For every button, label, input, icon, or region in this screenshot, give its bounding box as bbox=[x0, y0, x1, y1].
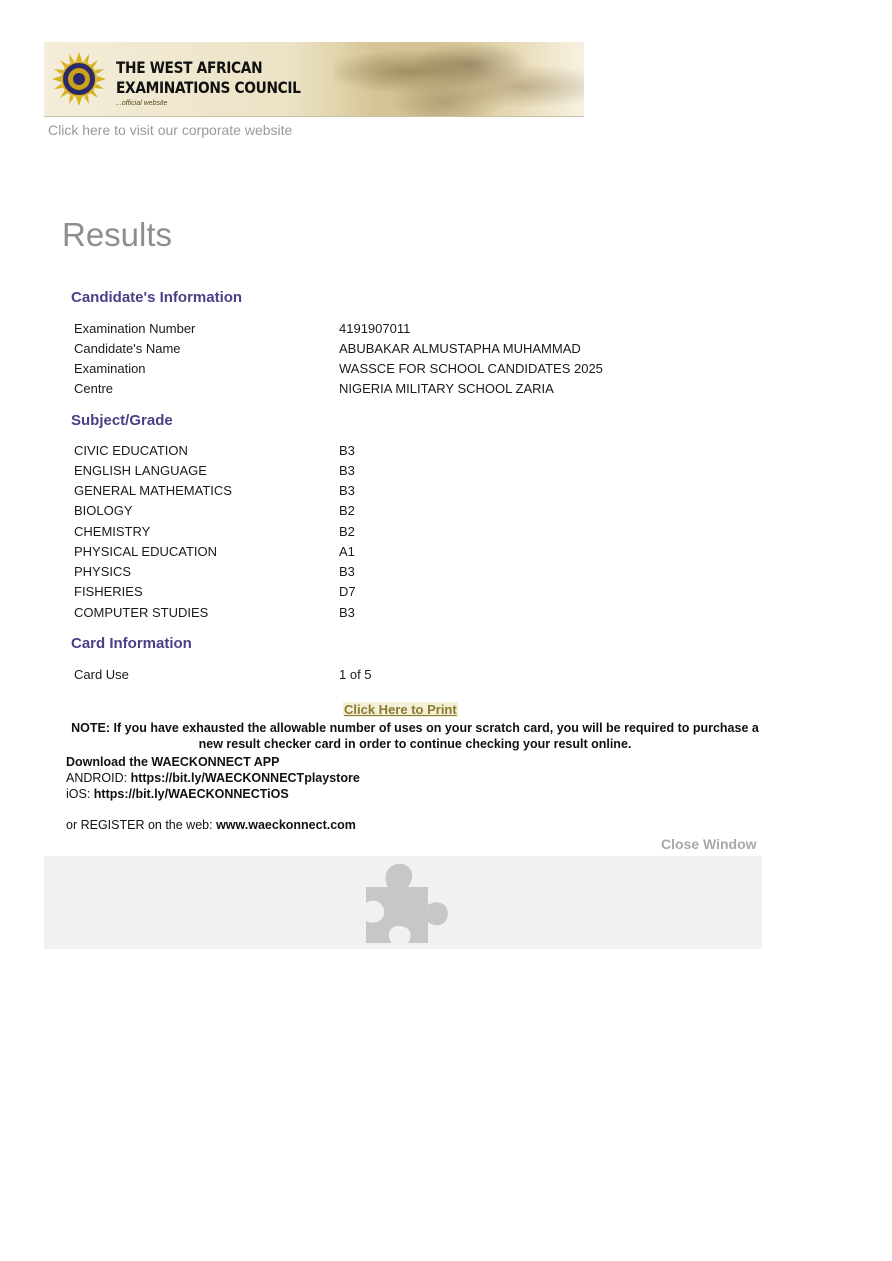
page-title: Results bbox=[62, 216, 173, 253]
field-label: Card Use bbox=[74, 667, 129, 682]
subject-grade: B2 bbox=[339, 524, 355, 539]
subject-grade: B3 bbox=[339, 483, 355, 498]
subject-name: GENERAL MATHEMATICS bbox=[74, 483, 232, 498]
field-value: WASSCE FOR SCHOOL CANDIDATES 2025 bbox=[339, 361, 603, 376]
field-value: 1 of 5 bbox=[339, 667, 372, 682]
note-text: If you have exhausted the allowable number of uses on your scratch card, you will be required to purchase a new result checker card in order to continue checking your result online. bbox=[113, 721, 759, 751]
subject-grade: B3 bbox=[339, 443, 355, 458]
app-download-heading: Download the WAECKONNECT APP bbox=[66, 755, 280, 769]
subject-name: ENGLISH LANGUAGE bbox=[74, 463, 207, 478]
banner-photo bbox=[334, 42, 584, 116]
register-line bbox=[66, 817, 356, 833]
subject-grade: B2 bbox=[339, 503, 355, 518]
subject-grade: D7 bbox=[339, 584, 356, 599]
print-button[interactable]: Click Here to Print bbox=[344, 702, 457, 717]
field-label: Candidate's Name bbox=[74, 341, 181, 356]
subject-row bbox=[74, 481, 774, 501]
banner-title bbox=[116, 58, 301, 98]
ios-link[interactable]: https://bit.ly/WAECKONNECTiOS bbox=[93, 787, 289, 801]
register-link[interactable]: www.waeckonnect.com bbox=[216, 818, 356, 832]
subject-row bbox=[74, 461, 774, 481]
close-window-button[interactable]: Close Window bbox=[661, 836, 757, 852]
subject-name: FISHERIES bbox=[74, 584, 143, 599]
candidate-info-row bbox=[74, 359, 774, 379]
app-download-block bbox=[66, 754, 360, 802]
field-label: Centre bbox=[74, 381, 114, 396]
plugin-placeholder[interactable] bbox=[44, 856, 762, 949]
ios-label: iOS: bbox=[66, 787, 94, 801]
field-label: Examination bbox=[74, 361, 146, 376]
waec-seal-icon bbox=[52, 52, 106, 106]
subject-grade: B3 bbox=[339, 564, 355, 579]
subject-row bbox=[74, 441, 774, 461]
card-info-row bbox=[74, 665, 774, 685]
candidate-info-row bbox=[74, 319, 774, 339]
subject-name: PHYSICAL EDUCATION bbox=[74, 544, 218, 559]
field-label: Examination Number bbox=[74, 321, 196, 336]
candidate-info-heading: Candidate's Information bbox=[71, 289, 243, 306]
note-prefix: NOTE: bbox=[71, 721, 111, 735]
subject-row bbox=[74, 542, 774, 562]
header-banner[interactable] bbox=[44, 42, 584, 117]
android-link[interactable]: https://bit.ly/WAECKONNECTplaystore bbox=[130, 771, 360, 785]
subject-name: COMPUTER STUDIES bbox=[74, 605, 209, 620]
scratch-card-note bbox=[66, 720, 764, 752]
puzzle-piece-icon bbox=[362, 859, 450, 947]
subject-name: PHYSICS bbox=[74, 564, 132, 579]
card-info-heading: Card Information bbox=[71, 635, 192, 652]
subject-row bbox=[74, 522, 774, 542]
subject-name: BIOLOGY bbox=[74, 503, 133, 518]
android-label: ANDROID: bbox=[66, 771, 131, 785]
banner-title-line1: THE WEST AFRICAN bbox=[116, 58, 263, 77]
subject-grade-heading: Subject/Grade bbox=[71, 412, 173, 429]
candidate-info-row bbox=[74, 339, 774, 359]
corporate-website-link[interactable]: Click here to visit our corporate website bbox=[48, 122, 293, 138]
subject-name: CHEMISTRY bbox=[74, 524, 151, 539]
subject-row bbox=[74, 562, 774, 582]
subject-name: CIVIC EDUCATION bbox=[74, 443, 188, 458]
banner-title-line2: EXAMINATIONS COUNCIL bbox=[116, 78, 301, 97]
field-value: NIGERIA MILITARY SCHOOL ZARIA bbox=[339, 381, 554, 396]
banner-subtitle: ...official website bbox=[116, 100, 168, 107]
field-value: 4191907011 bbox=[339, 321, 411, 336]
subject-row bbox=[74, 582, 774, 602]
subject-row bbox=[74, 603, 774, 623]
subject-grade: B3 bbox=[339, 605, 355, 620]
register-label: or REGISTER on the web: bbox=[66, 818, 217, 832]
subject-grade: B3 bbox=[339, 463, 355, 478]
subject-grade: A1 bbox=[339, 544, 355, 559]
candidate-info-row bbox=[74, 379, 774, 399]
subject-row bbox=[74, 501, 774, 521]
field-value: ABUBAKAR ALMUSTAPHA MUHAMMAD bbox=[339, 341, 581, 356]
